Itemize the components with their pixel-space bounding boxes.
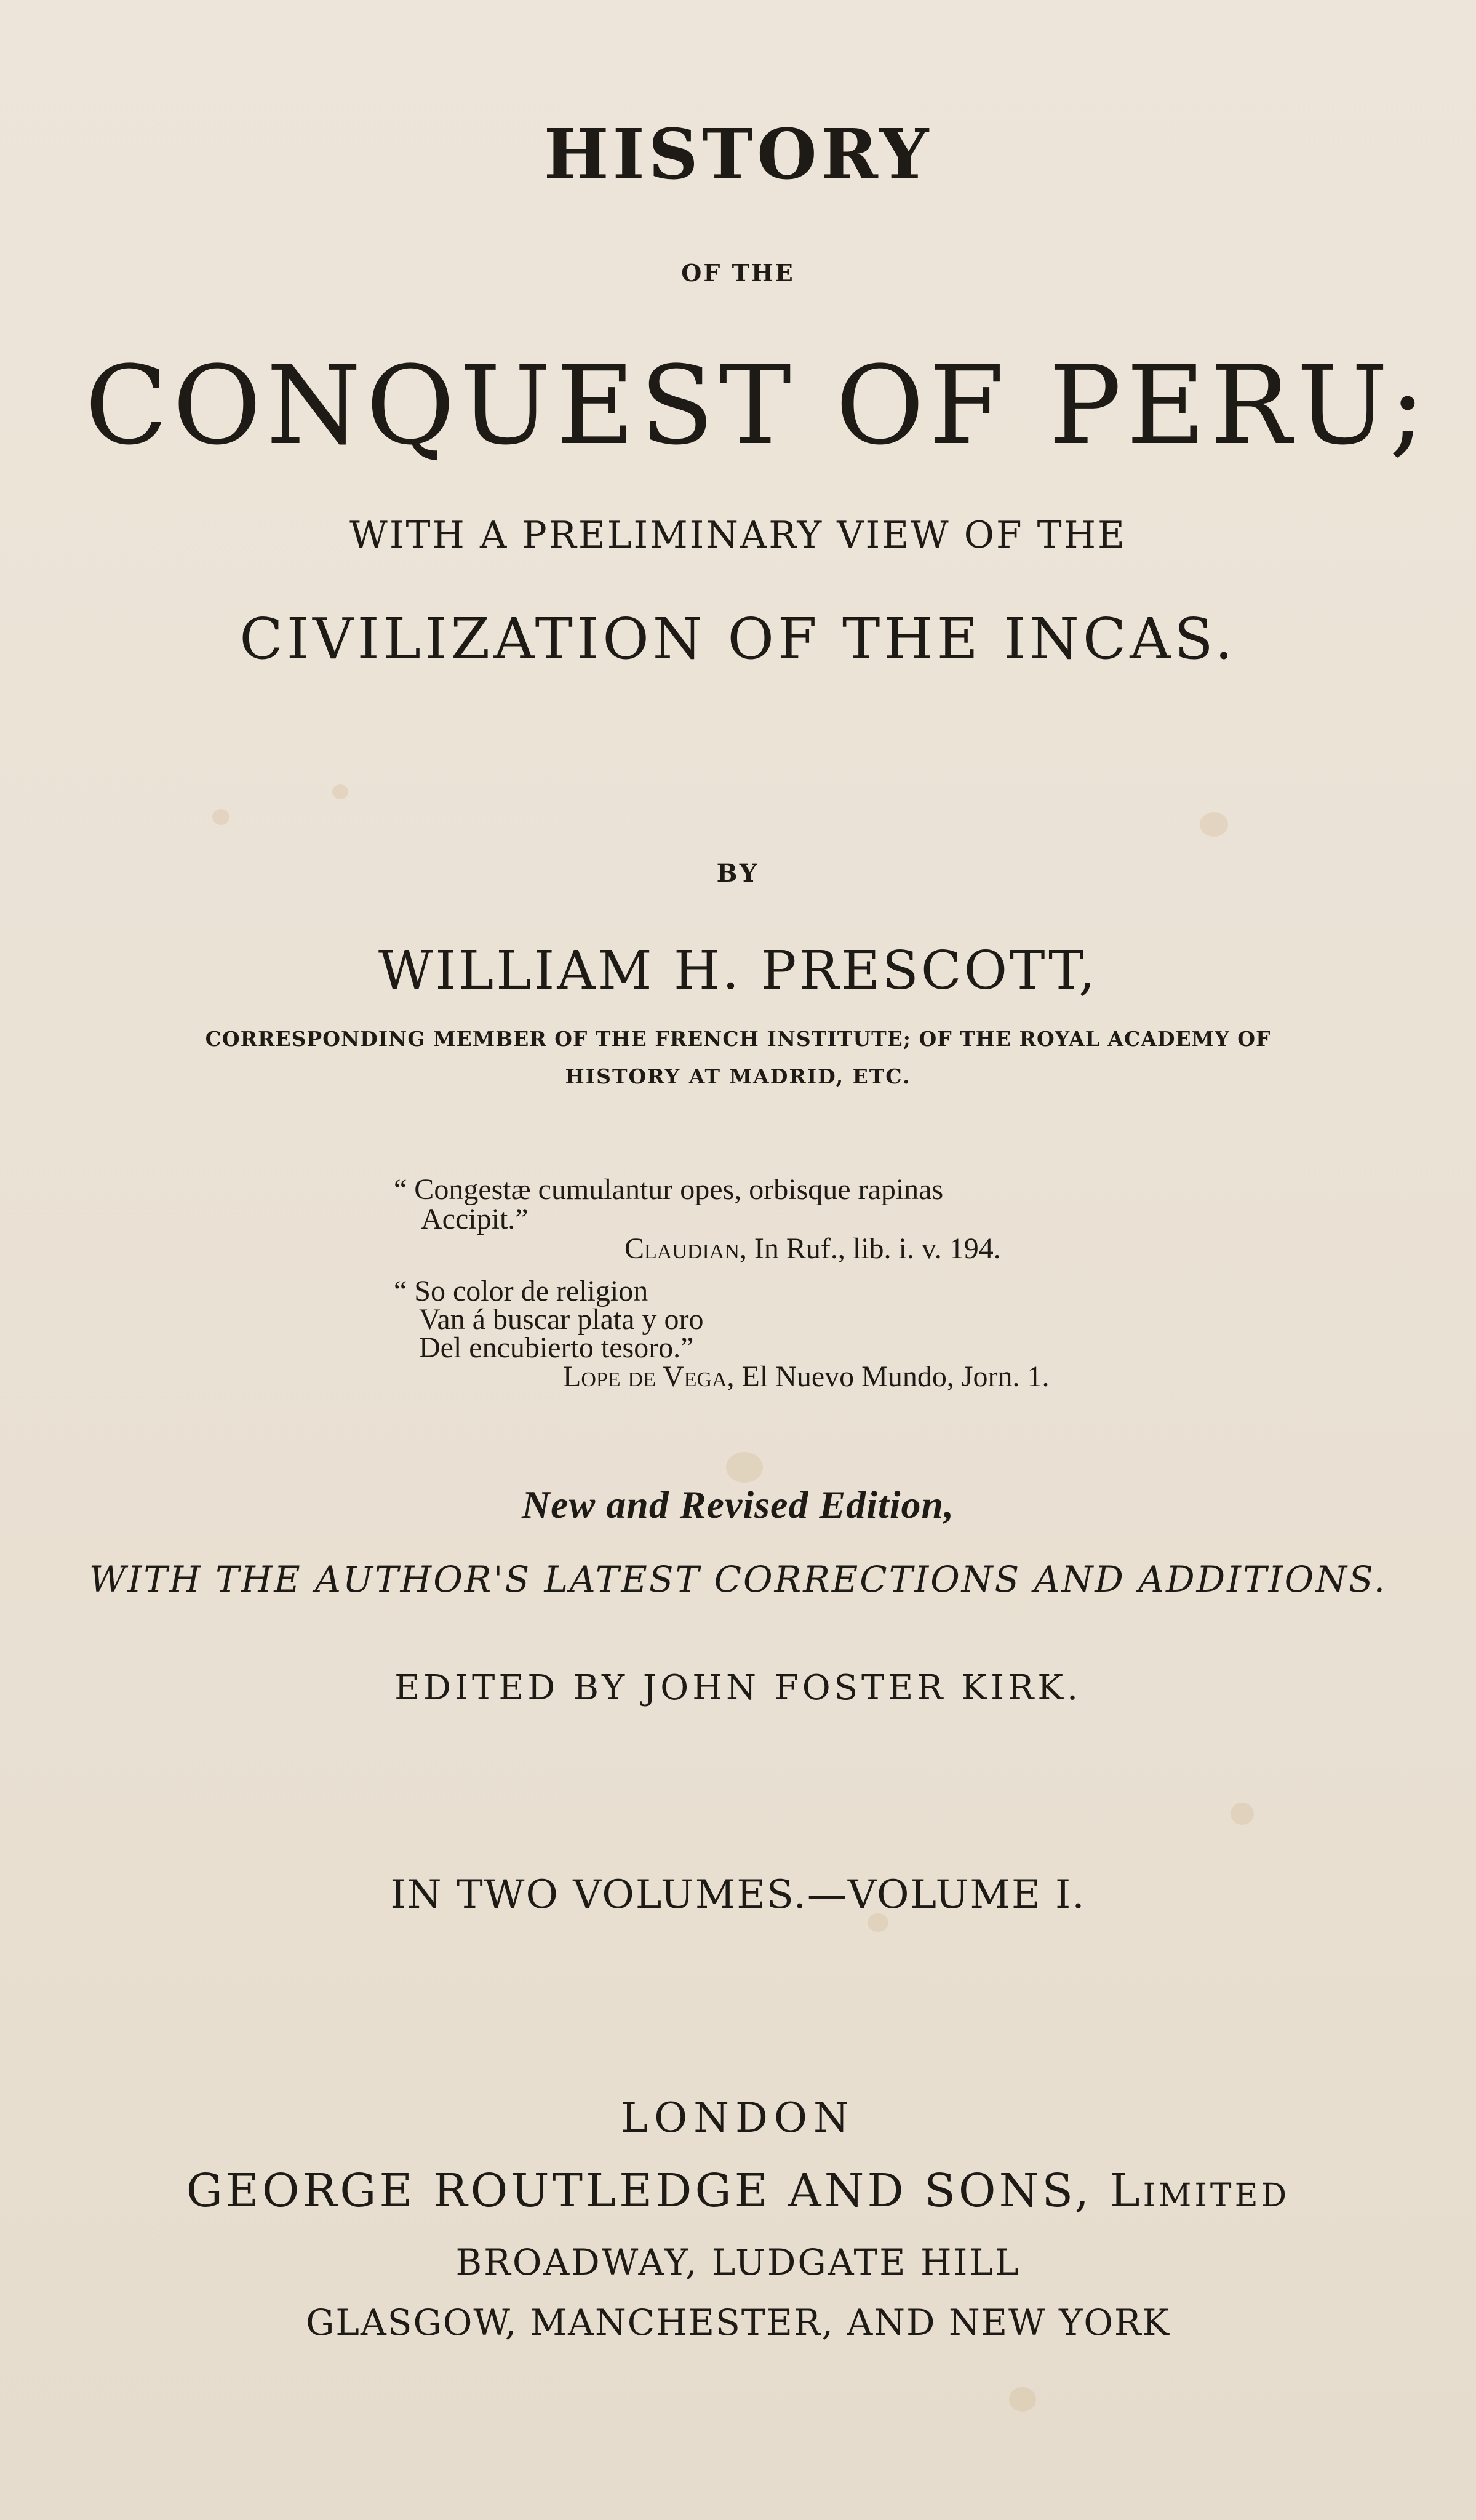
- editor-credit: EDITED BY JOHN FOSTER KIRK.: [394, 1668, 1082, 1708]
- epigraph-1-attribution: [624, 1234, 1001, 1264]
- paper-stain: [212, 809, 229, 825]
- publisher-limited: Limited: [1109, 2164, 1290, 2217]
- volume-note: IN TWO VOLUMES.—VOLUME I.: [390, 1872, 1086, 1918]
- paper-stain: [1009, 2387, 1036, 2412]
- epigraph-2-line1: “ So color de religion: [394, 1275, 648, 1307]
- history-heading: HISTORY: [543, 114, 933, 195]
- epigraph-2-author: Lope de Vega: [563, 1360, 727, 1393]
- imprint-publisher: [0, 2164, 1476, 2217]
- paper-stain: [1200, 812, 1228, 837]
- paper-stain: [1231, 1803, 1254, 1825]
- of-the-heading: OF THE: [681, 259, 795, 287]
- author-credentials-line1: CORRESPONDING MEMBER OF THE FRENCH INSTITUTE; OF THE ROYAL ACADEMY OF: [205, 1027, 1271, 1051]
- epigraph-2-source: , El Nuevo Mundo, Jorn. 1.: [727, 1360, 1050, 1393]
- author-credentials-line2: HISTORY AT MADRID, ETC.: [565, 1064, 911, 1088]
- main-title: CONQUEST OF PERU;: [84, 343, 1431, 469]
- epigraph-1-author: Claudian: [624, 1232, 740, 1265]
- imprint-address-1: BROADWAY, LUDGATE HILL: [455, 2241, 1021, 2283]
- paper-stain: [332, 784, 348, 799]
- imprint-city: LONDON: [621, 2094, 855, 2142]
- subtitle-preliminary: WITH A PRELIMINARY VIEW OF THE: [349, 514, 1127, 557]
- epigraph-2-line2: Van á buscar plata y oro: [419, 1303, 704, 1336]
- edition-note: New and Revised Edition,: [521, 1483, 955, 1526]
- epigraph-2-attribution: [563, 1362, 1050, 1392]
- epigraph-1-source: , In Ruf., lib. i. v. 194.: [739, 1232, 1001, 1265]
- epigraph-1-line2: Accipit.”: [421, 1203, 529, 1235]
- epigraph-2-line3: Del encubierto tesoro.”: [419, 1331, 694, 1364]
- paper-stain: [726, 1452, 763, 1483]
- epigraph-1-line1: “ Congestæ cumulantur opes, orbisque rapinas: [394, 1173, 944, 1206]
- publisher-name: GEORGE ROUTLEDGE AND SONS,: [186, 2164, 1092, 2217]
- imprint-address-2: GLASGOW, MANCHESTER, AND NEW YORK: [306, 2302, 1170, 2343]
- by-label: BY: [716, 859, 760, 888]
- corrections-note: WITH THE AUTHOR'S LATEST CORRECTIONS AND ADDITIONS.: [89, 1558, 1387, 1600]
- author-name: WILLIAM H. PRESCOTT,: [378, 940, 1098, 1002]
- subtitle-civilization: CIVILIZATION OF THE INCAS.: [239, 606, 1237, 672]
